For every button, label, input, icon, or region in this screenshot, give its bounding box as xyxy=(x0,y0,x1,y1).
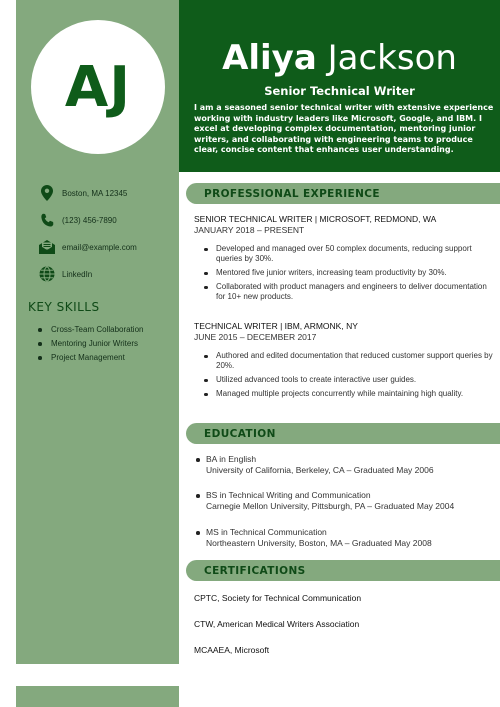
job-entry-microsoft xyxy=(194,214,494,306)
school: Northeastern University, Boston, MA – Graduated May 2008 xyxy=(206,538,432,548)
certifications-heading: CERTIFICATIONS xyxy=(204,564,306,577)
certification-item: CTW, American Medical Writers Association xyxy=(194,619,360,629)
first-name: Aliya xyxy=(222,38,317,78)
avatar-initials: AJ xyxy=(64,54,132,120)
job-title: SENIOR TECHNICAL WRITER | MICROSOFT, REDMOND, WA xyxy=(194,214,437,224)
skill-item: Mentoring Junior Writers xyxy=(38,337,143,351)
job-bullet: Utilized advanced tools to create interactive user guides. xyxy=(204,375,494,385)
certification-item: MCAAEA, Microsoft xyxy=(194,645,270,655)
contact-phone-text: (123) 456-7890 xyxy=(62,215,117,225)
job-title-heading: Senior Technical Writer xyxy=(264,84,415,98)
contact-location-text: Boston, MA 12345 xyxy=(62,188,128,198)
phone-icon xyxy=(38,211,56,229)
education-item xyxy=(196,490,496,512)
school: Carnegie Mellon University, Pittsburgh, PA – Graduated May 2004 xyxy=(206,501,455,511)
school: University of California, Berkeley, CA – Graduated May 2006 xyxy=(206,465,434,475)
skill-item: Cross-Team Collaboration xyxy=(38,323,143,337)
location-pin-icon xyxy=(38,184,56,202)
profile-summary: I am a seasoned senior technical writer with extensive experience working with industry leaders like Microsoft, Google, and IBM. I excel at developing complex documentation, mentoring junior writers, and collaborating with engineering teams to produce clear, concise content that enhances user understanding. xyxy=(194,103,494,154)
education-item xyxy=(196,527,496,549)
education-heading: EDUCATION xyxy=(204,427,276,440)
experience-section-header xyxy=(186,183,500,204)
job-bullet: Authored and edited documentation that reduced customer support queries by 20%. xyxy=(204,351,494,371)
key-skills-heading: KEY SKILLS xyxy=(28,300,100,314)
contact-email-text[interactable]: email@example.com xyxy=(62,242,137,252)
job-bullet: Developed and managed over 50 complex documents, reducing support queries by 30%. xyxy=(204,244,494,264)
job-bullets xyxy=(204,244,494,302)
sidebar-footer-band xyxy=(16,686,179,707)
certification-item: CPTC, Society for Technical Communication xyxy=(194,593,362,603)
certifications-section-header xyxy=(186,560,500,581)
job-title: TECHNICAL WRITER | IBM, ARMONK, NY xyxy=(194,321,358,331)
degree: BA in English xyxy=(196,454,496,465)
key-skills-list xyxy=(38,323,143,365)
education-section-header xyxy=(186,423,500,444)
job-bullets xyxy=(204,351,494,399)
contact-linkedin-link[interactable]: LinkedIn xyxy=(62,269,93,279)
contact-location xyxy=(38,184,178,202)
job-dates: JUNE 2015 – DECEMBER 2017 xyxy=(194,332,317,342)
job-bullet: Managed multiple projects concurrently while maintaining high quality. xyxy=(204,389,494,399)
job-dates: JANUARY 2018 – PRESENT xyxy=(194,225,305,235)
avatar xyxy=(31,20,165,154)
email-icon xyxy=(38,238,56,256)
globe-icon xyxy=(38,265,56,283)
skill-item: Project Management xyxy=(38,351,143,365)
degree: BS in Technical Writing and Communication xyxy=(196,490,496,501)
degree: MS in Technical Communication xyxy=(196,527,496,538)
job-bullet: Mentored five junior writers, increasing team productivity by 30%. xyxy=(204,268,494,278)
experience-heading: PROFESSIONAL EXPERIENCE xyxy=(204,187,380,200)
last-name: Jackson xyxy=(327,38,457,78)
education-item xyxy=(196,454,496,476)
person-name xyxy=(179,38,500,78)
job-bullet: Collaborated with product managers and engineers to deliver documentation for 10+ new products. xyxy=(204,282,494,302)
contact-phone xyxy=(38,211,178,229)
contact-email xyxy=(38,238,178,256)
contact-linkedin xyxy=(38,265,178,283)
job-entry-ibm xyxy=(194,321,494,403)
